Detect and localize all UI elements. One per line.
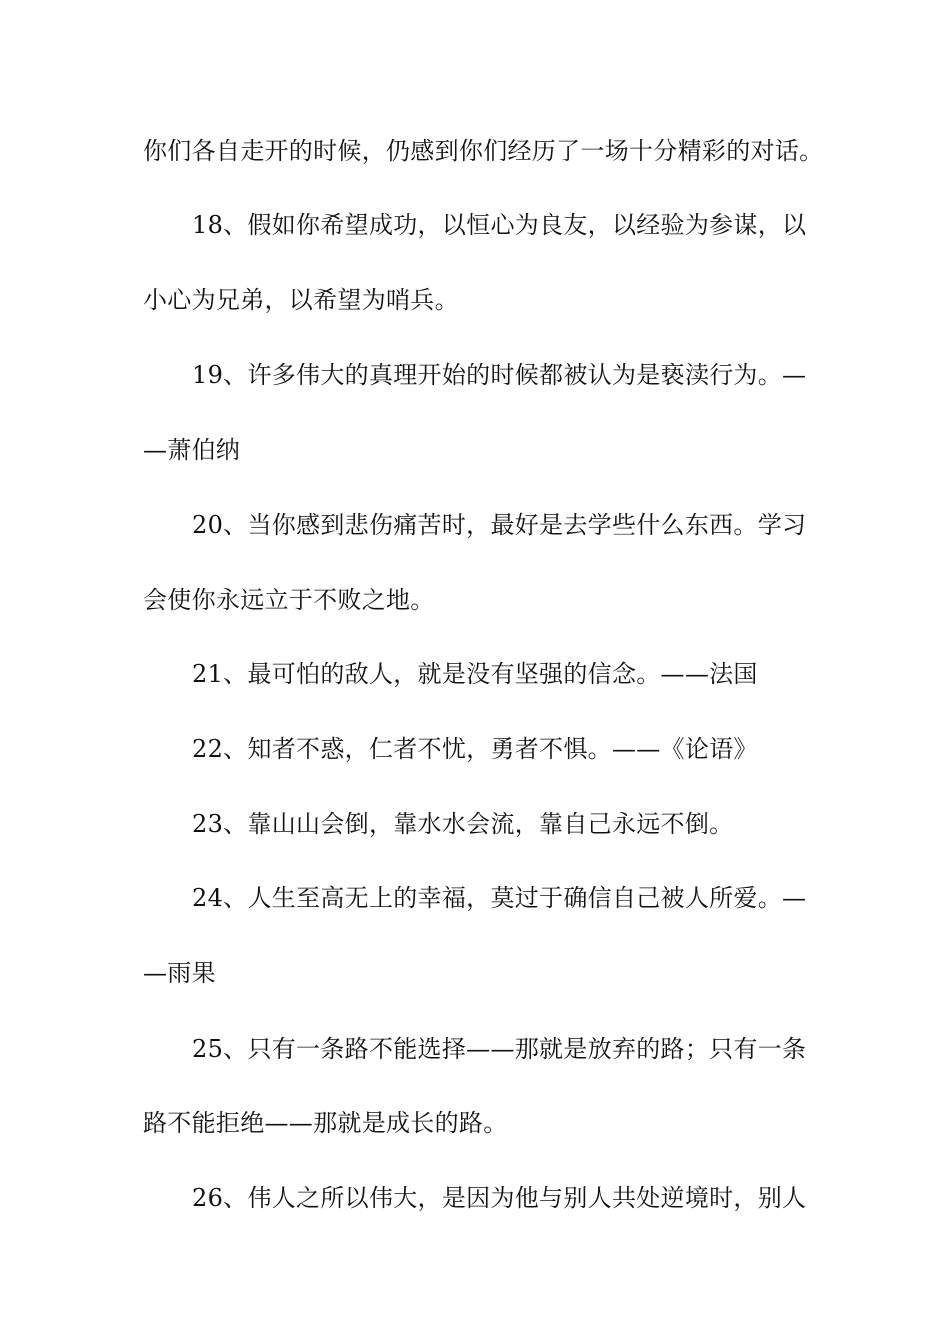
text-line-6: 20、当你感到悲伤痛苦时，最好是去学些什么东西。学习 [192,511,807,539]
text-line-5: —萧伯纳 [143,436,241,464]
text-line-13: 25、只有一条路不能选择——那就是放弃的路；只有一条 [192,1035,807,1063]
text-line-8: 21、最可怕的敌人，就是没有坚强的信念。——法国 [192,660,758,688]
text-line-14: 路不能拒绝——那就是成长的路。 [143,1109,508,1137]
text-line-12: —雨果 [143,959,216,987]
text-line-3: 小心为兄弟，以希望为哨兵。 [143,286,459,314]
text-line-2: 18、假如你希望成功，以恒心为良友，以经验为参谋，以 [192,211,807,239]
text-line-11: 24、人生至高无上的幸福，莫过于确信自己被人所爱。— [192,884,807,912]
text-line-1: 你们各自走开的时候，仍感到你们经历了一场十分精彩的对话。 [143,137,824,165]
text-line-4: 19、许多伟大的真理开始的时候都被认为是亵渎行为。— [192,361,807,389]
text-line-10: 23、靠山山会倒，靠水水会流，靠自己永远不倒。 [192,810,734,838]
text-line-9: 22、知者不惑，仁者不忧，勇者不惧。——《论语》 [192,735,758,763]
text-line-15: 26、伟人之所以伟大，是因为他与别人共处逆境时，别人 [192,1184,807,1212]
text-line-7: 会使你永远立于不败之地。 [143,586,435,614]
